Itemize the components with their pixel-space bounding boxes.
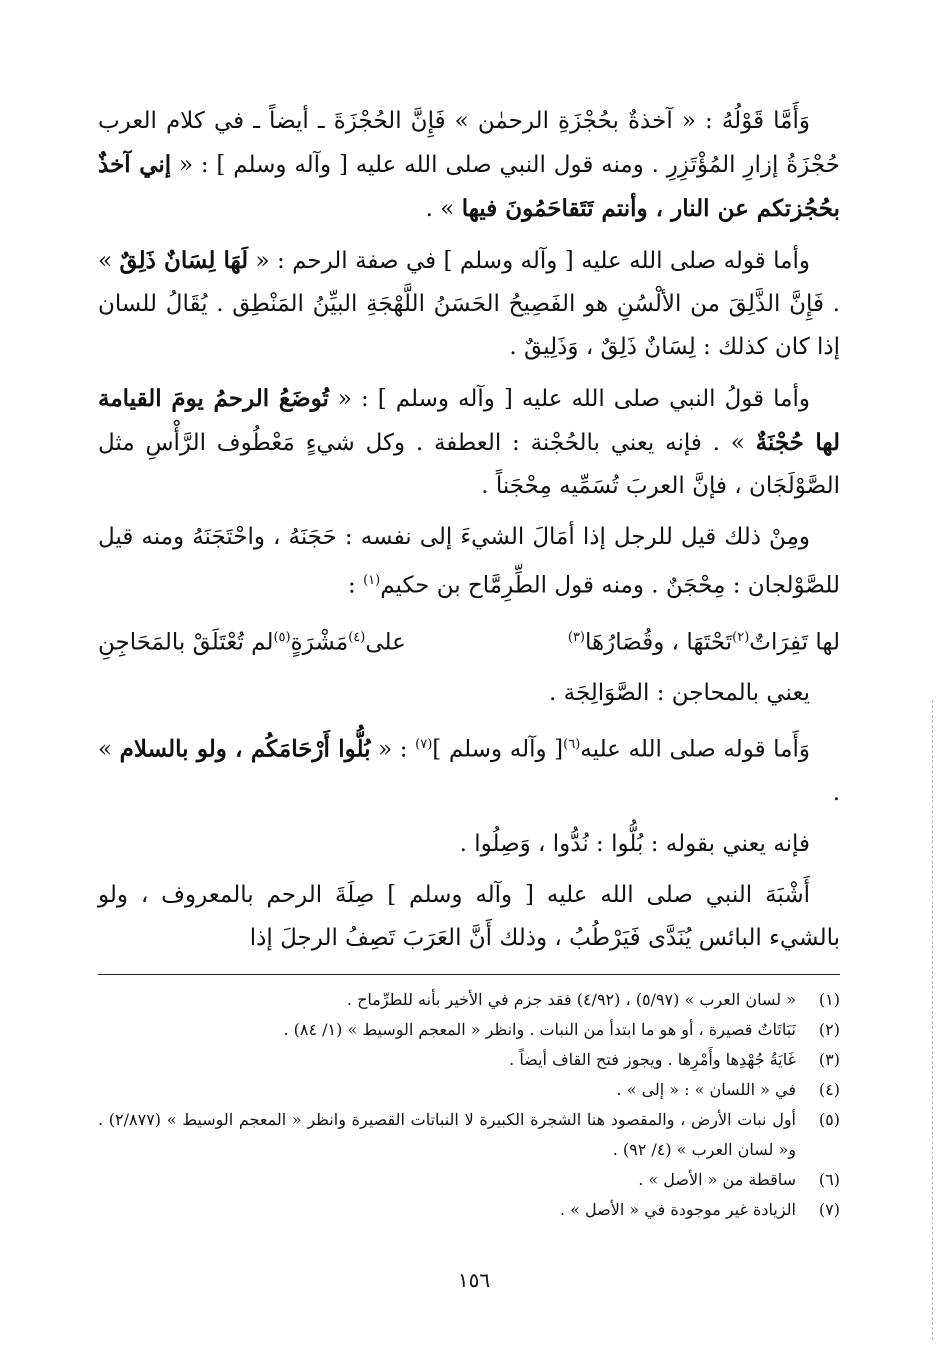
verse-text: لها تَفِرَاتٌ: [749, 629, 840, 656]
paragraph: [98, 239, 840, 369]
text-run: أَشْبَهَ النبي صلى الله عليه [ وآله وسلم ] صِلَةَ الرحم بالمعروف ، ولو بالشيء البائس يُنَدَّى فَيَرْطُبُ ، وذلك أَنَّ العَرَبَ تَصِفُ الرجلَ إذا: [98, 881, 840, 951]
footnote-ref: (٥): [273, 629, 291, 645]
paragraph: [98, 377, 840, 508]
text-run: يعني بالمحاجن : الصَّوَالِجَة .: [548, 680, 810, 707]
text-run: :: [348, 572, 364, 599]
footnote-item: [98, 1045, 840, 1075]
paragraph: [98, 723, 840, 815]
footnote-text: غَايَةُ جُهْدِها وأَمْرِها . ويجوز فتح القاف أيضاً .: [509, 1049, 796, 1069]
footnote-text: الزيادة غير موجودة في « الأصل » .: [559, 1199, 796, 1219]
footnote-ref: (٤): [348, 629, 366, 645]
footnote-item: [98, 1015, 840, 1045]
footnote-divider: [98, 974, 840, 975]
footnote-number: (٦): [818, 1169, 840, 1189]
text-run: ومِنْ ذلك قيل للرجل إذا أمَالَ الشيءَ إلى نفسه : حَجَنَهُ ، واحْتَجَنَهُ ومنه قيل للصَّوْلجان : مِحْجَنٌ . ومنه قول الطِّرِمَّاح بن حكيم: [98, 524, 840, 599]
footnote-number: (٢): [818, 1019, 840, 1039]
footnote-text: أول نبات الأرض ، والمقصود هنا الشجرة الكبيرة لا النباتات القصيرة وانظر « المعجم الوسيط » (٢/٨٧٧) . و« لسان العرب » (٤/ ٩٢) .: [98, 1109, 797, 1159]
paragraph: [98, 100, 840, 231]
footnote-text: في « اللسان » : « إلى » .: [616, 1079, 796, 1099]
footnote-number: (١): [818, 989, 840, 1009]
text-run: » . فإنه يعني بالحُجْنة : العطفة . وكل شيءٍ مَعْطُوف الرَّأْسِ مثل الصَّوْلَجَان ، فإنَّ العربَ تُسَمِّيه مِحْجَناً .: [98, 430, 840, 499]
main-text: [98, 100, 840, 960]
hadith-quote: لَهَا لِسَانٌ ذَلِقٌ: [119, 247, 249, 274]
footnote-number: (٥): [818, 1109, 840, 1129]
text-run: » . فَإِنَّ الذَّلِقَ من الألْسُنِ هو الفَصِيحُ الحَسَنُ اللَّهْجَةِ البيِّنُ المَنْطِق . يُقَالُ للسان إذا كان كذلك : لِسَانٌ ذَلِقٌ ، وَذَلِيقٌ .: [98, 248, 840, 360]
verse-text: على: [365, 629, 406, 656]
text-run: وَأَمَّا قَوْلُهُ : « آخذةٌ بحُجْزَةِ الرحمٰن » فَإِنَّ الحُجْزَةَ ـ أيضاً ـ في كلام العرب حُجْزَةُ إزارِ المُؤْتَزِرِ . ومنه قول النبي صلى الله عليه [ وآله وسلم ] : «: [98, 108, 840, 178]
footnote-text: ساقطة من « الأصل » .: [638, 1169, 796, 1189]
footnote-ref: (٢): [732, 629, 750, 645]
footnote-item: [98, 1165, 840, 1195]
text-run: : «: [370, 736, 416, 763]
verse-text: لم تُعْتَلَقْ بالمَحَاجِنِ: [98, 629, 274, 656]
verse-text: تَحْتَهَا ، وقُصَارُهَا: [585, 629, 733, 656]
text-run: [ وآله وسلم ]: [432, 736, 564, 763]
paragraph: [98, 516, 840, 608]
footnote-text: « لسان العرب » (٥/٩٧) ، (٤/٩٢) فقد جزم في الأخير بأنه للطرِّماح .: [346, 989, 796, 1009]
footnote-item: [98, 1105, 840, 1165]
verse-text: مَشْرَةٍ: [290, 629, 349, 656]
footnote-ref: (٦): [563, 737, 581, 753]
hadith-quote: إني آخذٌ بحُجُزتكم عن النار ، وأنتم تَتَقاحَمُونَ فيها: [98, 151, 840, 222]
footnote-item: [98, 985, 840, 1015]
footnote-number: (٣): [818, 1049, 840, 1069]
text-run: » .: [98, 736, 840, 806]
text-run: وأما قوله صلى الله عليه [ وآله وسلم ] في صفة الرحم : «: [248, 248, 810, 274]
footnote-ref: (٧): [415, 737, 433, 753]
footnote-item: [98, 1195, 840, 1225]
paragraph: [98, 823, 840, 866]
page-body: [98, 100, 840, 1225]
text-run: » .: [425, 196, 462, 222]
footnotes: [98, 985, 840, 1225]
hadith-quote: بُلُّوا أَرْحَامَكُم ، ولو بالسلام: [119, 735, 371, 763]
scan-edge-line: [932, 700, 935, 1340]
hadith-quote: تُوضَعُ الرحمُ يومَ القيامة لها حُجْنَةٌ: [98, 385, 840, 456]
footnote-text: نَبَاتَاتٌ قصيرة ، أو هو ما ابتدأ من النبات . وانظر « المعجم الوسيط » (١/ ٨٤) .: [283, 1019, 796, 1039]
footnote-ref: (١): [363, 573, 381, 588]
page-number: ١٥٦: [457, 1268, 491, 1292]
text-run: فإنه يعني بقوله : بُلُّوا : نُدُّوا ، وَصِلُوا .: [459, 830, 810, 857]
paragraph: [98, 672, 840, 715]
footnote-ref: (٣): [567, 629, 585, 645]
poem-verse: [98, 616, 840, 665]
text-run: وأما قولُ النبي صلى الله عليه [ وآله وسلم ] : «: [328, 386, 810, 412]
footnote-number: (٤): [818, 1079, 840, 1099]
footnote-number: (٧): [818, 1199, 840, 1219]
footnote-item: [98, 1075, 840, 1105]
paragraph: [98, 874, 840, 960]
poem-hemistich-right: [568, 616, 840, 665]
text-run: وَأَما قوله صلى الله عليه: [580, 736, 810, 763]
poem-hemistich-left: [98, 616, 406, 665]
